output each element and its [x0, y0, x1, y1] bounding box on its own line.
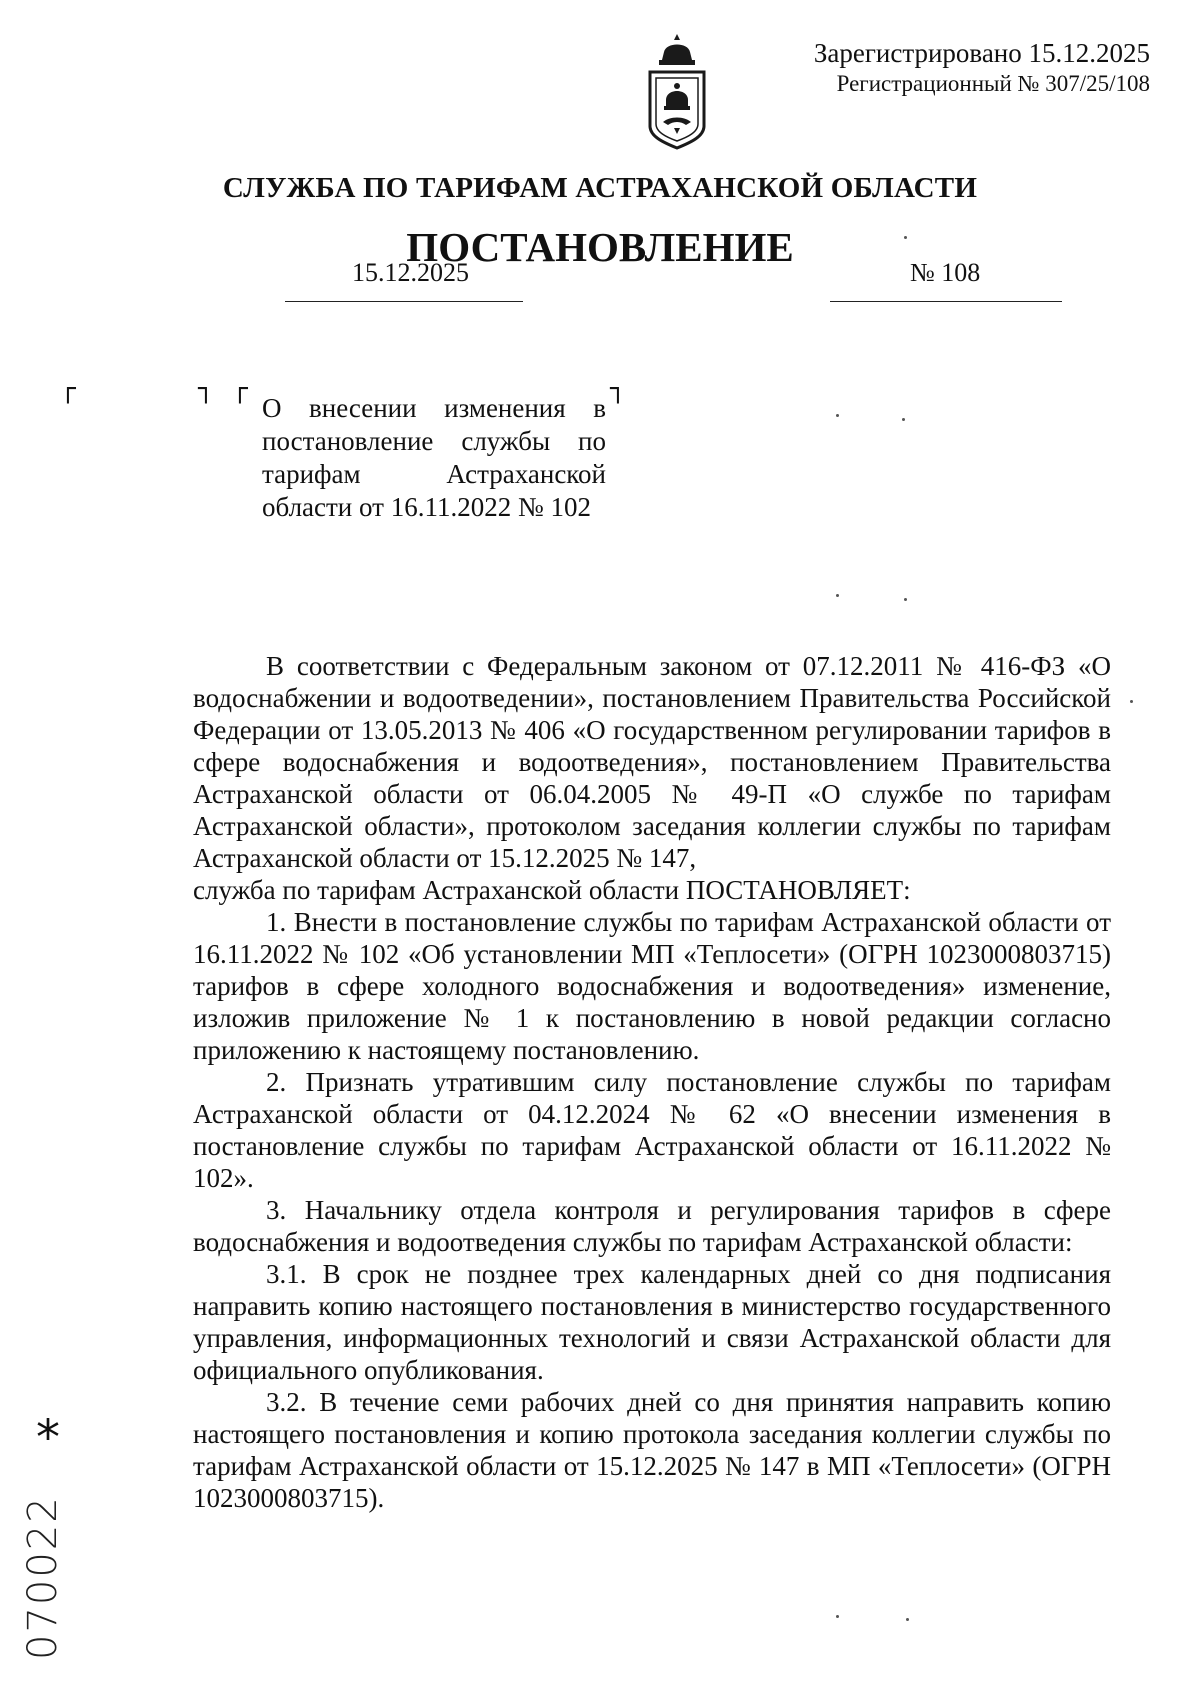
- date-underline: [285, 301, 523, 302]
- scan-speck: [906, 1618, 909, 1621]
- document-type-heading: ПОСТАНОВЛЕНИЕ: [406, 224, 794, 270]
- scan-speck: [836, 1615, 839, 1618]
- document-number: № 108: [910, 258, 981, 287]
- number-underline: [830, 301, 1062, 302]
- scan-speck: [1130, 700, 1133, 703]
- clause-3-2: 3.2. В течение семи рабочих дней со дня принятия направить копию настоящего постановления и копию протокола заседания коллегии службы по тарифам Астраханской области от 15.12.2025 № 147 в МП «Теплосети» (ОГРН 1023000803715).: [193, 1387, 1111, 1513]
- document-date: 15.12.2025: [352, 258, 469, 287]
- scan-speck: [904, 236, 907, 239]
- bracket-corner-icon: ┌: [60, 374, 76, 404]
- margin-asterisk: *: [36, 1410, 60, 1466]
- coat-of-arms-icon: [636, 30, 718, 152]
- scan-speck: [904, 598, 907, 601]
- organization-title: СЛУЖБА ПО ТАРИФАМ АСТРАХАНСКОЙ ОБЛАСТИ: [222, 172, 978, 204]
- resolution-line: служба по тарифам Астраханской области ПОСТАНОВЛЯЕТ:: [193, 875, 911, 905]
- bracket-corner-icon: ┐: [610, 374, 626, 404]
- bracket-corner-icon: ┐: [198, 374, 214, 404]
- clause-3-1: 3.1. В срок не позднее трех календарных дней со дня подписания направить копию настоящего постановления в министерство государственного управления, информационных технологий и связи Астраханской области для официального опубликования.: [193, 1259, 1111, 1385]
- bracket-corner-icon: ┌: [232, 374, 248, 404]
- margin-stamp-id: 070022: [20, 1495, 66, 1660]
- preamble-paragraph: В соответствии с Федеральным законом от 07.12.2011 № 416-ФЗ «О водоснабжении и водоотведении», постановлением Правительства Российской Федерации от 13.05.2013 № 406 «О государственном регулировании тарифов в сфере водоснабжения и водоотведения», постановлением Правительства Астраханской области от 06.04.2005 № 49-П «О службе по тарифам Астраханской области», протоколом заседания коллегии службы по тарифам Астраханской области от 15.12.2025 № 147,: [193, 651, 1111, 873]
- clause-3: 3. Начальнику отдела контроля и регулирования тарифов в сфере водоснабжения и водоотведения службы по тарифам Астраханской области:: [193, 1195, 1111, 1257]
- registration-stamp: [814, 36, 1150, 98]
- scan-speck: [836, 594, 839, 597]
- scan-speck: [836, 414, 839, 417]
- clause-1: 1. Внести в постановление службы по тарифам Астраханской области от 16.11.2022 № 102 «Об установлении МП «Теплосети» (ОГРН 1023000803715) тарифов в сфере холодного водоснабжения и водоотведения» изменение, изложив приложение № 1 к постановлению в новой редакции согласно приложению к настоящему постановлению.: [193, 907, 1111, 1065]
- document-subject: О внесении изменения в постановление службы по тарифам Астраханской области от 16.11.2022 № 102: [262, 393, 606, 522]
- document-body: [193, 650, 1111, 1514]
- scan-speck: [902, 418, 905, 421]
- registration-number: Регистрационный № 307/25/108: [836, 71, 1150, 96]
- clause-2: 2. Признать утратившим силу постановление службы по тарифам Астраханской области от 04.12.2024 № 62 «О внесении изменения в постановление службы по тарифам Астраханской области от 16.11.2022 № 102».: [193, 1067, 1111, 1193]
- registration-date: Зарегистрировано 15.12.2025: [813, 38, 1150, 68]
